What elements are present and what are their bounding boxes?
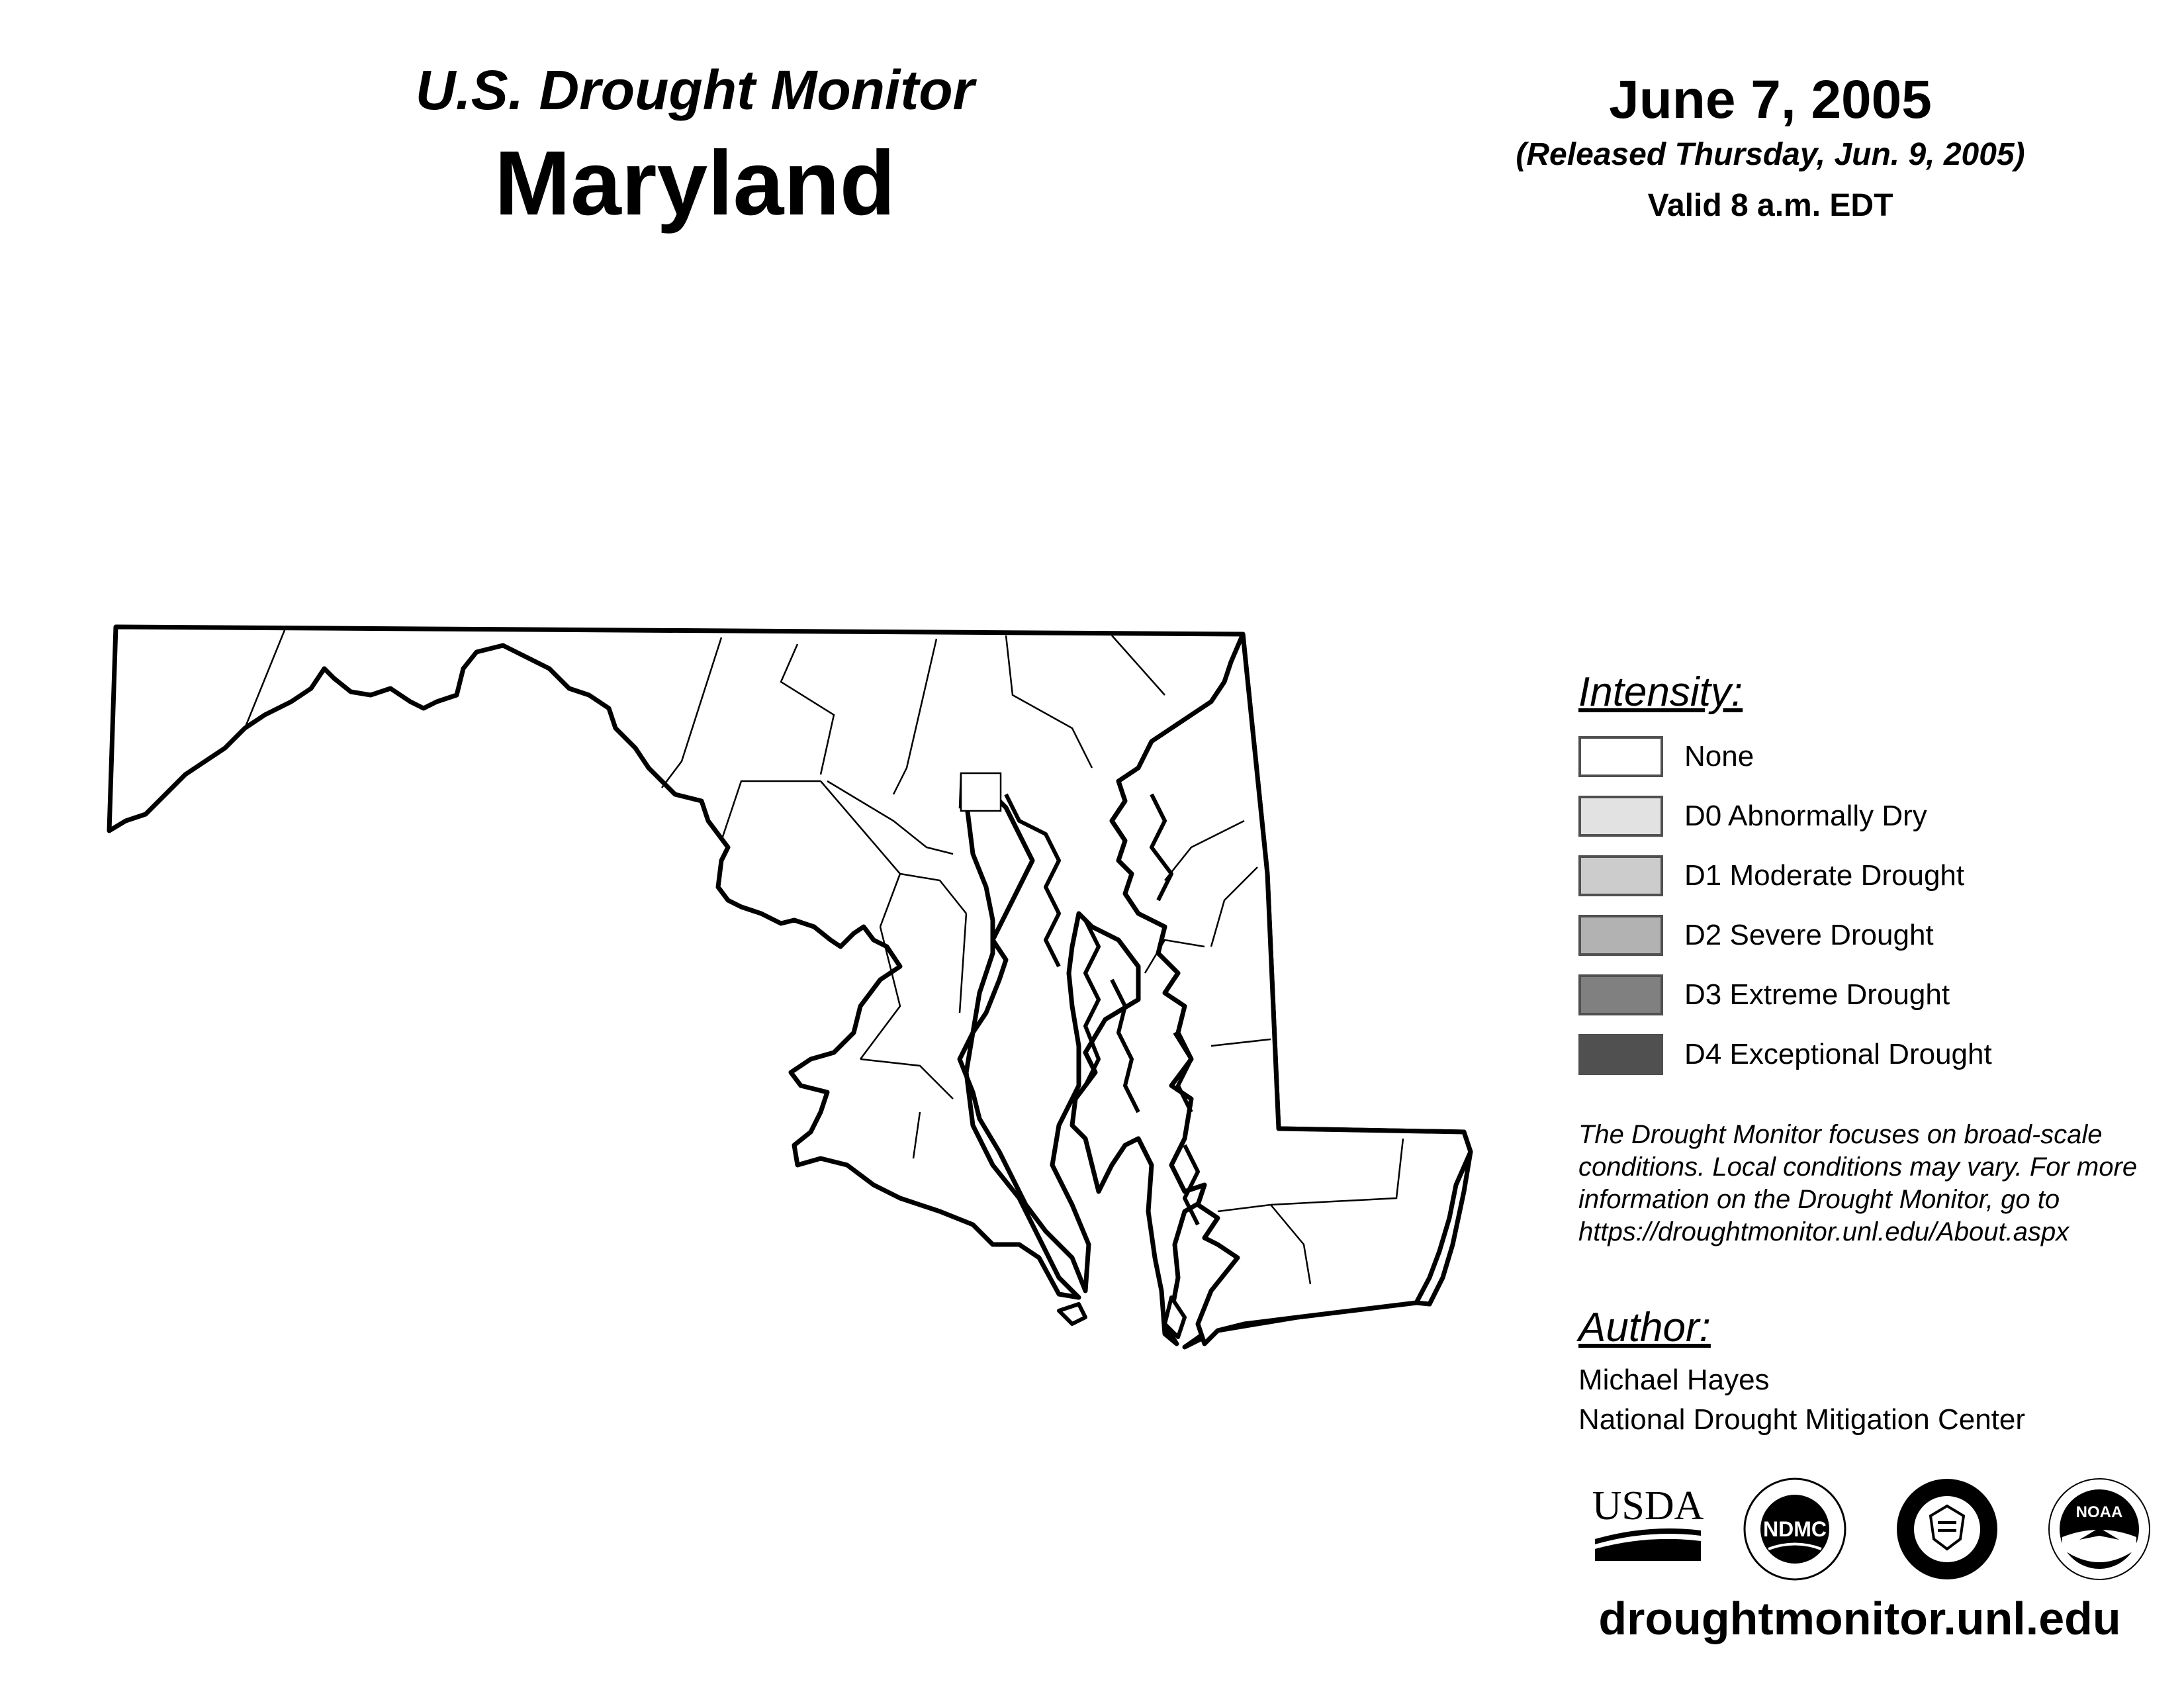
disclaimer-link[interactable]: https://droughtmonitor.unl.edu/About.aspx <box>1578 1217 2070 1246</box>
commerce-seal-icon <box>1894 1476 2000 1582</box>
legend-label-d0: D0 Abnormally Dry <box>1684 800 1927 832</box>
disclaimer-line: conditions. Local conditions may vary. For more <box>1578 1152 2138 1182</box>
usda-logo <box>1592 1483 1704 1562</box>
legend-swatch-d2 <box>1578 915 1663 956</box>
baltimore-city-outline <box>961 773 1001 811</box>
legend-swatch-d1 <box>1578 855 1663 896</box>
legend-title: Intensity: <box>1578 669 1743 715</box>
disclaimer-line: The Drought Monitor focuses on broad-scale <box>1578 1120 2103 1149</box>
valid-time: Valid 8 a.m. EDT <box>1647 188 1893 223</box>
disclaimer-line: information on the Drought Monitor, go to <box>1578 1185 2060 1214</box>
legend-label-d1: D1 Moderate Drought <box>1684 859 1965 892</box>
usda-logo-text: USDA <box>1592 1483 1704 1528</box>
noaa-logo-text: NOAA <box>2075 1503 2123 1521</box>
author-organization: National Drought Mitigation Center <box>1578 1403 2026 1436</box>
disclaimer-text <box>1578 1119 2174 1248</box>
legend-label-d2: D2 Severe Drought <box>1684 919 1934 951</box>
legend-label-none: None <box>1684 740 1754 773</box>
ndmc-logo <box>1742 1476 1848 1582</box>
legend-label-d3: D3 Extreme Drought <box>1684 978 1950 1011</box>
noaa-logo <box>2046 1476 2152 1582</box>
legend-swatch-d3 <box>1578 974 1663 1015</box>
author-title: Author: <box>1578 1305 1711 1350</box>
product-title: U.S. Drought Monitor <box>415 59 975 121</box>
map-date: June 7, 2005 <box>1609 70 1932 130</box>
legend-swatch-d4 <box>1578 1034 1663 1075</box>
legend-swatch-none <box>1578 736 1663 777</box>
site-url-link[interactable]: droughtmonitor.unl.edu <box>1598 1593 2121 1644</box>
release-date: (Released Thursday, Jun. 9, 2005) <box>1516 137 2025 172</box>
ndmc-logo-text: NDMC <box>1763 1517 1827 1541</box>
legend-swatch-d0 <box>1578 796 1663 837</box>
state-title: Maryland <box>494 132 895 234</box>
author-name: Michael Hayes <box>1578 1364 1770 1396</box>
legend-label-d4: D4 Exceptional Drought <box>1684 1038 1992 1070</box>
